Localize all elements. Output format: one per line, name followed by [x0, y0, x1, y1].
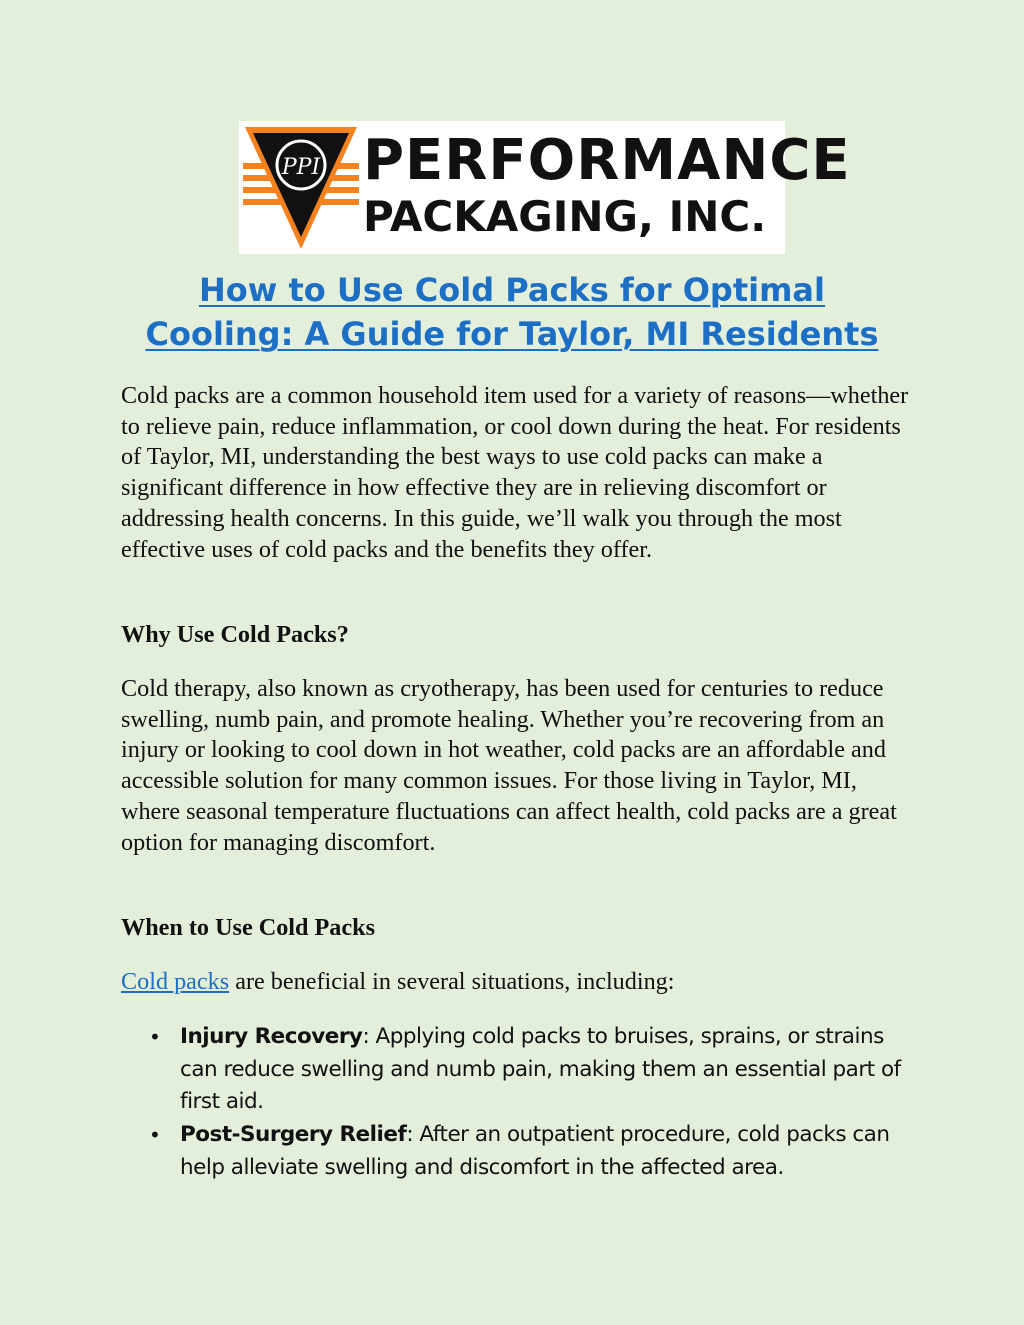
list-item — [149, 1021, 920, 1119]
when-intro-paragraph — [121, 967, 911, 998]
list-item-term: Injury Recovery — [180, 1024, 363, 1049]
list-item-text: : After an outpatient procedure, cold packs can help alleviate swelling and discomfort in the affected area. — [180, 1122, 890, 1180]
section-heading-why: Why Use Cold Packs? — [121, 621, 349, 648]
list-item-term: Post-Surgery Relief — [180, 1122, 407, 1148]
when-intro-text: are beneficial in several situations, including: — [229, 968, 675, 995]
logo-text-line2: PACKAGING, INC. — [363, 192, 767, 241]
title-line1[interactable]: How to Use Cold Packs for Optimal — [199, 271, 825, 309]
list-item — [149, 1119, 920, 1184]
why-paragraph: Cold therapy, also known as cryotherapy, has been used for centuries to reduce swelling, numb pain, and promote healing. Whether you’re recovering from an injury or looking to cool down in hot weather, cold packs are an affordable and accessible solution for many common issues. For those living in Taylor, MI, where seasonal temperature fluctuations can affect health, cold packs are a great option for managing discomfort. — [121, 675, 897, 856]
cold-packs-link[interactable]: Cold packs — [121, 968, 230, 995]
uses-list — [149, 1021, 920, 1185]
section-heading-when: When to Use Cold Packs — [121, 914, 375, 941]
article-title-link[interactable] — [80, 268, 944, 356]
list-item-text: : Applying cold packs to bruises, sprains, or strains can reduce swelling and numb pain, making them an essential part of first aid. — [180, 1024, 901, 1115]
title-line2[interactable]: Cooling: A Guide for Taylor, MI Residents — [145, 315, 879, 353]
company-logo — [239, 121, 851, 254]
svg-text:PPI: PPI — [281, 155, 321, 180]
intro-paragraph: Cold packs are a common household item used for a variety of reasons—whether to relieve pain, reduce inflammation, or cool down during the heat. For residents of Taylor, MI, understanding the best ways to use cold packs can make a significant difference in how effective they are in relieving discomfort or addressing health concerns. In this guide, we’ll walk you through the most effective uses of cold packs and the benefits they offer. — [121, 382, 909, 563]
bullet-icon: • — [149, 1123, 161, 1148]
bullet-icon: • — [149, 1025, 161, 1049]
ppi-monogram-icon — [239, 121, 363, 254]
logo-text-line1: PERFORMANCE — [363, 128, 851, 193]
